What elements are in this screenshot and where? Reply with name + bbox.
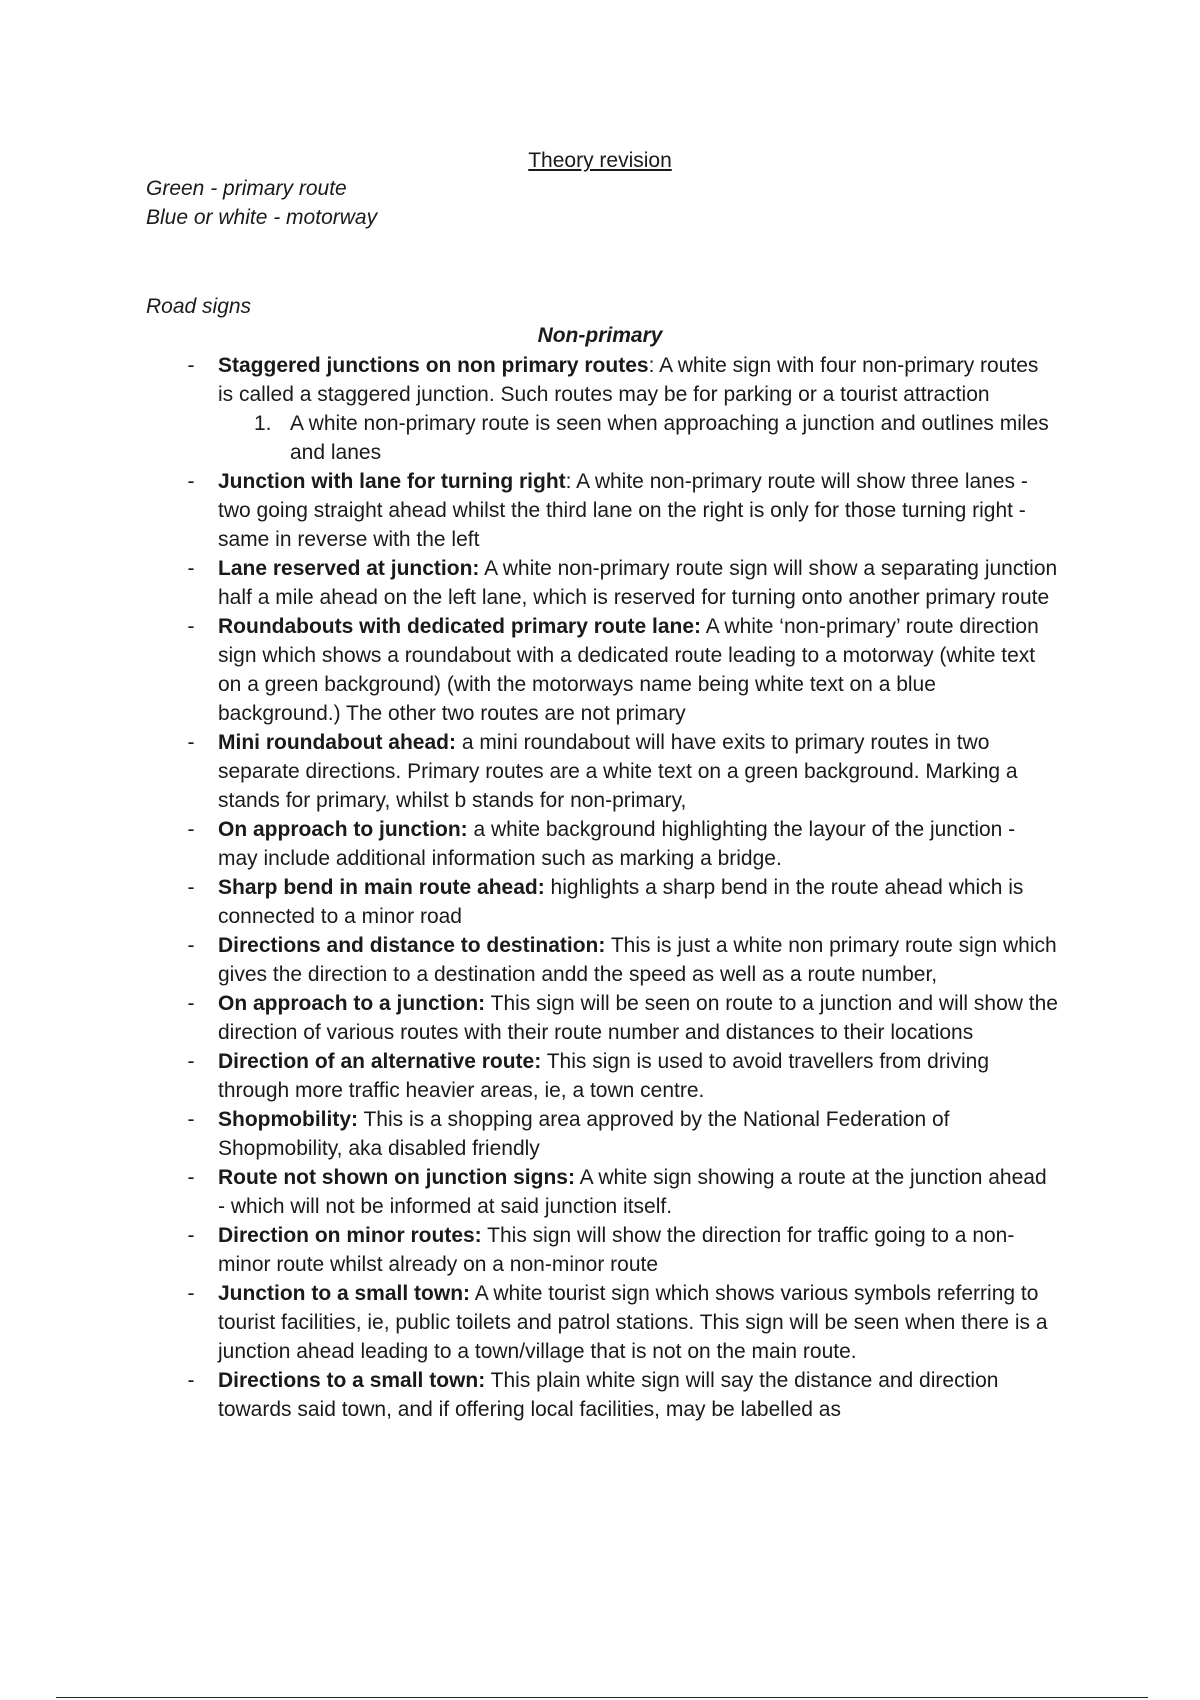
list-item [187,467,1058,554]
legend-blue-motorway: Blue or white - motorway [146,206,378,229]
item-term: On approach to a junction: [218,992,486,1015]
bullet-dash: - [187,1369,195,1392]
bullet-dash: - [187,818,195,841]
item-term: Directions to a small town: [218,1369,486,1392]
legend-green-primary: Green - primary route [146,177,347,200]
item-text: This sign will be seen on route to a junction and will show the direction of various routes with their route number and distances to their locations [218,992,1058,1044]
item-text: highlights a sharp bend in the route ahead which is connected to a minor road [218,876,1024,928]
sublist-item [254,409,1058,467]
page-title: Theory revision [528,149,672,172]
bullet-dash: - [187,557,195,580]
item-term: Sharp bend in main route ahead: [218,876,545,899]
bullet-dash: - [187,1166,195,1189]
item-term: Direction on minor routes: [218,1224,482,1247]
bullet-dash: - [187,992,195,1015]
list-item [187,1105,1058,1163]
item-term: Staggered junctions on non primary routes [218,354,649,377]
bullet-dash: - [187,615,195,638]
item-text: A white non-primary route sign will show a separating junction half a mile ahead on the left lane, which is reserved for turning onto another primary route [218,557,1058,609]
item-term: Lane reserved at junction: [218,557,480,580]
item-term: On approach to junction: [218,818,468,841]
item-text: This sign is used to avoid travellers from driving through more traffic heavier areas, ie, a town centre. [218,1050,990,1102]
sublist-text: A white non-primary route is seen when approaching a junction and outlines miles and lanes [290,412,1049,464]
list-item [187,1047,1058,1105]
bullet-dash: - [187,1108,195,1131]
bullet-dash: - [187,934,195,957]
list-item [187,1279,1058,1366]
list-item [187,351,1058,467]
item-text: This sign will show the direction for traffic going to a non-minor route whilst already on a non-minor route [218,1224,1015,1276]
sublist-number: 1. [254,412,272,435]
item-text: : A white non-primary route will show three lanes - two going straight ahead whilst the third lane on the right is only for those turning right - same in reverse with the left [218,470,1028,551]
bullet-dash: - [187,1282,195,1305]
item-text: A white ‘non-primary’ route direction sign which shows a roundabout with a dedicated route leading to a motorway (white text on a green background) (with the motorways name being white text on a blue background.) The other two routes are not primary [218,615,1039,725]
item-text: This is just a white non primary route sign which gives the direction to a destination andd the speed as well as a route number, [218,934,1057,986]
list-item [187,931,1058,989]
item-term: Mini roundabout ahead: [218,731,456,754]
item-term: Roundabouts with dedicated primary route lane: [218,615,702,638]
item-text: a mini roundabout will have exits to primary routes in two separate directions. Primary routes are a white text on a green background. Marking a stands for primary, whilst b stands for non-primary, [218,731,1018,812]
list-item [187,1366,1058,1424]
item-text: A white tourist sign which shows various symbols referring to tourist facilities, ie, public toilets and patrol stations. This sign will be seen when there is a junction ahead leading to a town/village that is not on the main route. [218,1282,1048,1363]
item-term: Shopmobility: [218,1108,358,1131]
item-term: Direction of an alternative route: [218,1050,542,1073]
bullet-dash: - [187,354,195,377]
item-text: a white background highlighting the layour of the junction - may include additional information such as marking a bridge. [218,818,1016,870]
bullet-dash: - [187,1050,195,1073]
item-text: : A white sign with four non-primary routes is called a staggered junction. Such routes may be for parking or a tourist attraction [218,354,1039,406]
item-text: A white sign showing a route at the junction ahead - which will not be informed at said junction itself. [218,1166,1047,1218]
list-item [187,989,1058,1047]
bullet-dash: - [187,470,195,493]
list-item [187,1163,1058,1221]
item-term: Directions and distance to destination: [218,934,606,957]
numbered-sublist [218,409,1058,467]
list-item [187,728,1058,815]
item-term: Junction with lane for turning right [218,470,566,493]
list-item [187,873,1058,931]
item-term: Route not shown on junction signs: [218,1166,575,1189]
footer-divider [56,1697,1148,1698]
item-text: This plain white sign will say the distance and direction towards said town, and if offering local facilities, may be labelled as [218,1369,999,1421]
item-text: This is a shopping area approved by the National Federation of Shopmobility, aka disabled friendly [218,1108,950,1160]
list-item [187,815,1058,873]
bullet-dash: - [187,731,195,754]
list-item [187,554,1058,612]
subheading-non-primary: Non-primary [537,324,663,347]
list-item [187,612,1058,728]
bullet-dash: - [187,1224,195,1247]
bullet-dash: - [187,876,195,899]
section-label-road-signs: Road signs [146,295,252,318]
list-item [187,1221,1058,1279]
road-sign-list [187,351,1058,1424]
item-term: Junction to a small town: [218,1282,471,1305]
